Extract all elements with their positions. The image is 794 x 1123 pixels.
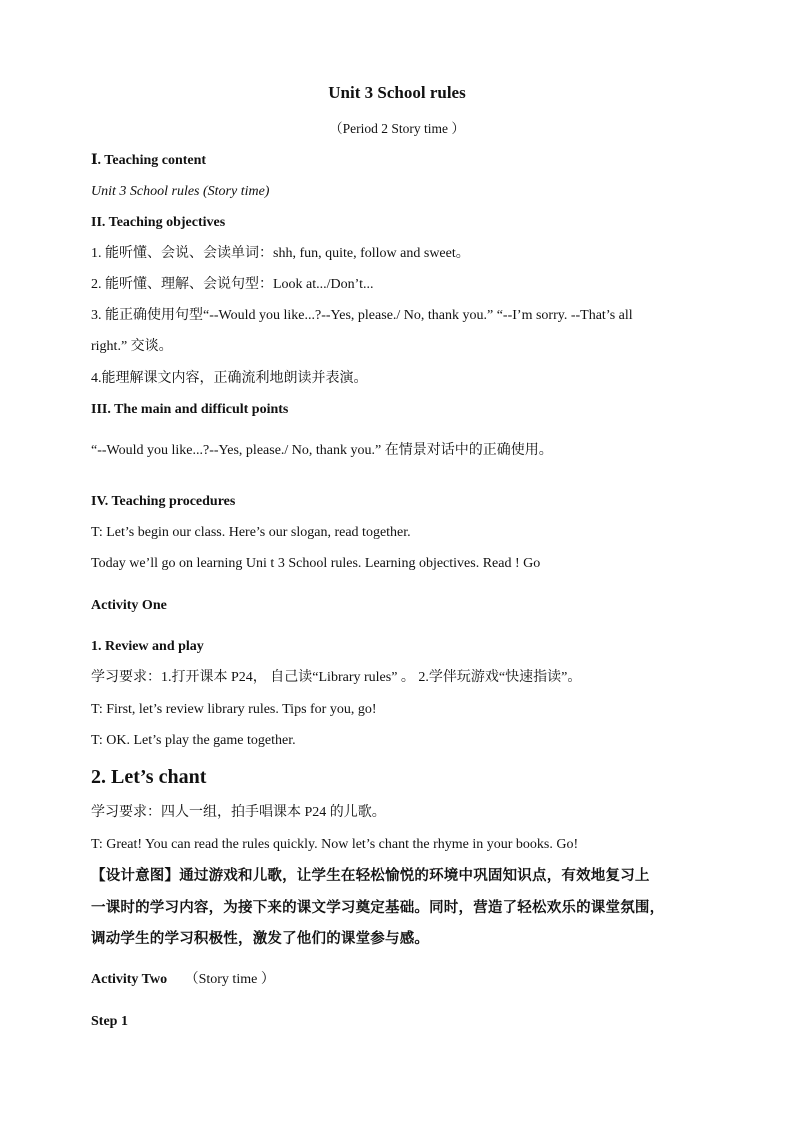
design-intent-line: 【设计意图】通过游戏和儿歌，让学生在轻松愉悦的环境中巩固知识点，有效地复习上: [91, 868, 650, 884]
activity-one-heading: Activity One: [91, 598, 167, 613]
design-intent-line: 调动学生的学习积极性，激发了他们的课堂参与感。: [91, 931, 430, 947]
review-line: T: First, let’s review library rules. Tips for you, go!: [91, 702, 377, 717]
objective-line: right.” 交谈。: [91, 339, 173, 354]
teaching-content-text: Unit 3 School rules (Story time): [91, 184, 270, 199]
section-heading-teaching-content: Ⅰ. Teaching content: [91, 153, 207, 168]
activity-two-heading: Activity Two: [91, 972, 168, 987]
activity-two-subtitle: （Story time ）: [184, 972, 275, 987]
document-title: Unit 3 School rules: [328, 83, 466, 102]
document-subtitle: （Period 2 Story time ）: [329, 121, 465, 136]
step1-heading: Step 1: [91, 1014, 128, 1029]
chant-line: 学习要求：四人一组，拍手唱课本 P24 的儿歌。: [91, 805, 386, 820]
section-heading-procedures: IV. Teaching procedures: [91, 494, 236, 509]
procedure-line: Today we’ll go on learning Uni t 3 School rules. Learning objectives. Read ! Go: [91, 556, 541, 571]
chant-heading: 2. Let’s chant: [91, 766, 207, 788]
objective-line: 3. 能正确使用句型“--Would you like...?--Yes, please./ No, thank you.” “--I’m sorry. --That’s all: [91, 308, 633, 323]
objective-line: 4.能理解课文内容，正确流利地朗读并表演。: [91, 371, 368, 386]
section-heading-main-points: III. The main and difficult points: [91, 402, 289, 417]
review-line: T: OK. Let’s play the game together.: [91, 733, 296, 748]
design-intent-line: 一课时的学习内容，为接下来的课文学习奠定基础。同时，营造了轻松欢乐的课堂氛围，: [91, 900, 665, 916]
objective-line: 2. 能听懂、理解、会说句型：Look at.../Don’t...: [91, 277, 374, 292]
chant-line: T: Great! You can read the rules quickly. Now let’s chant the rhyme in your books. Go!: [91, 837, 579, 852]
section-heading-objectives: II. Teaching objectives: [91, 215, 226, 230]
activity-two-line: [91, 970, 275, 990]
review-line: 学习要求：1.打开课本 P24， 自己读“Library rules” 。 2.学伴玩游戏“快速指读”。: [91, 670, 582, 685]
objective-line: 1. 能听懂、会说、会读单词：shh, fun, quite, follow and sweet。: [91, 246, 470, 261]
main-points-text: “--Would you like...?--Yes, please./ No, thank you.” 在情景对话中的正确使用。: [91, 443, 553, 458]
procedure-line: T: Let’s begin our class. Here’s our slogan, read together.: [91, 525, 411, 540]
review-heading: 1. Review and play: [91, 639, 204, 654]
